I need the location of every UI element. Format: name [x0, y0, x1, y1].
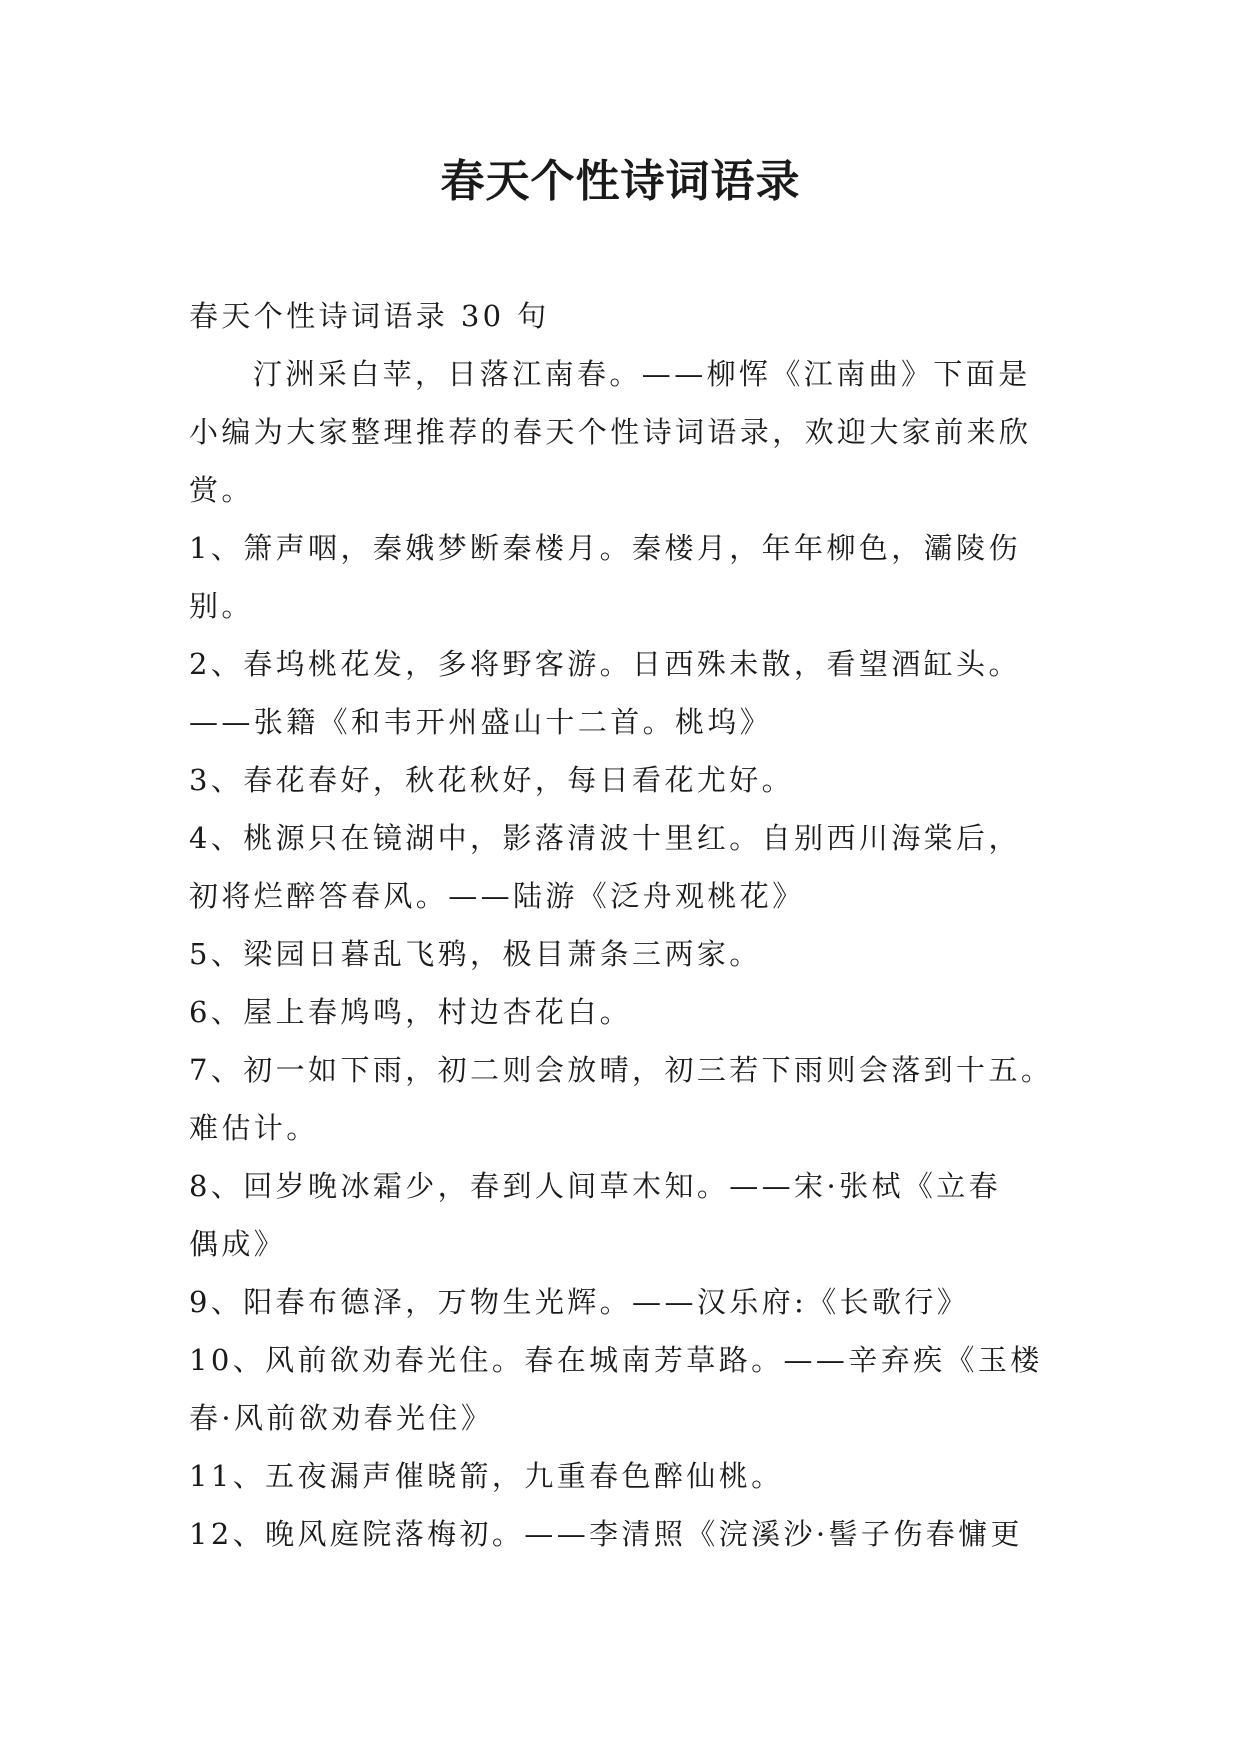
document-title: 春天个性诗词语录 [440, 156, 801, 207]
document-body [189, 287, 1079, 1563]
quote-line: ——张籍《和韦开州盛山十二首。桃坞》 [189, 705, 773, 739]
subtitle-line: 春天个性诗词语录 30 句 [189, 299, 550, 333]
quote-line: 偶成》 [189, 1227, 287, 1261]
quote-line: 11、五夜漏声催晓箭，九重春色醉仙桃。 [189, 1459, 784, 1493]
quote-line: 春·风前欲劝春光住》 [189, 1401, 494, 1435]
quote-line: 7、初一如下雨，初二则会放晴，初三若下雨则会落到十五。 [189, 1053, 1054, 1087]
quote-line: 3、春花春好，秋花秋好，每日看花尤好。 [189, 763, 795, 797]
quote-line: 1、箫声咽，秦娥梦断秦楼月。秦楼月，年年柳色，灞陵伤 [189, 531, 1021, 565]
quote-line: 8、回岁晚冰霜少，春到人间草木知。——宋·张栻《立春 [189, 1169, 1002, 1203]
quote-line: 12、晚风庭院落梅初。——李清照《浣溪沙·髻子伤春慵更 [189, 1517, 1023, 1551]
quote-line: 6、屋上春鸠鸣，村边杏花白。 [189, 995, 633, 1029]
quote-line: 5、梁园日暮乱飞鸦，极目萧条三两家。 [189, 937, 762, 971]
quote-line: 4、桃源只在镜湖中，影落清波十里红。自别西川海棠后， [189, 821, 1021, 855]
quote-line: 初将烂醉答春风。——陆游《泛舟观桃花》 [189, 879, 805, 913]
quote-line: 别。 [189, 589, 254, 623]
intro-line: 小编为大家整理推荐的春天个性诗词语录，欢迎大家前来欣 [189, 415, 1032, 449]
quote-line: 2、春坞桃花发，多将野客游。日西殊未散，看望酒缸头。 [189, 647, 1021, 681]
quote-line: 9、阳春布德泽，万物生光辉。——汉乐府:《长歌行》 [189, 1285, 970, 1319]
intro-line: 赏。 [189, 473, 254, 507]
intro-line: 汀洲采白苹，日落江南春。——柳恽《江南曲》下面是 [253, 357, 1031, 391]
quote-line: 难估计。 [189, 1111, 319, 1145]
quote-line: 10、风前欲劝春光住。春在城南芳草路。——辛弃疾《玉楼 [189, 1343, 1043, 1377]
